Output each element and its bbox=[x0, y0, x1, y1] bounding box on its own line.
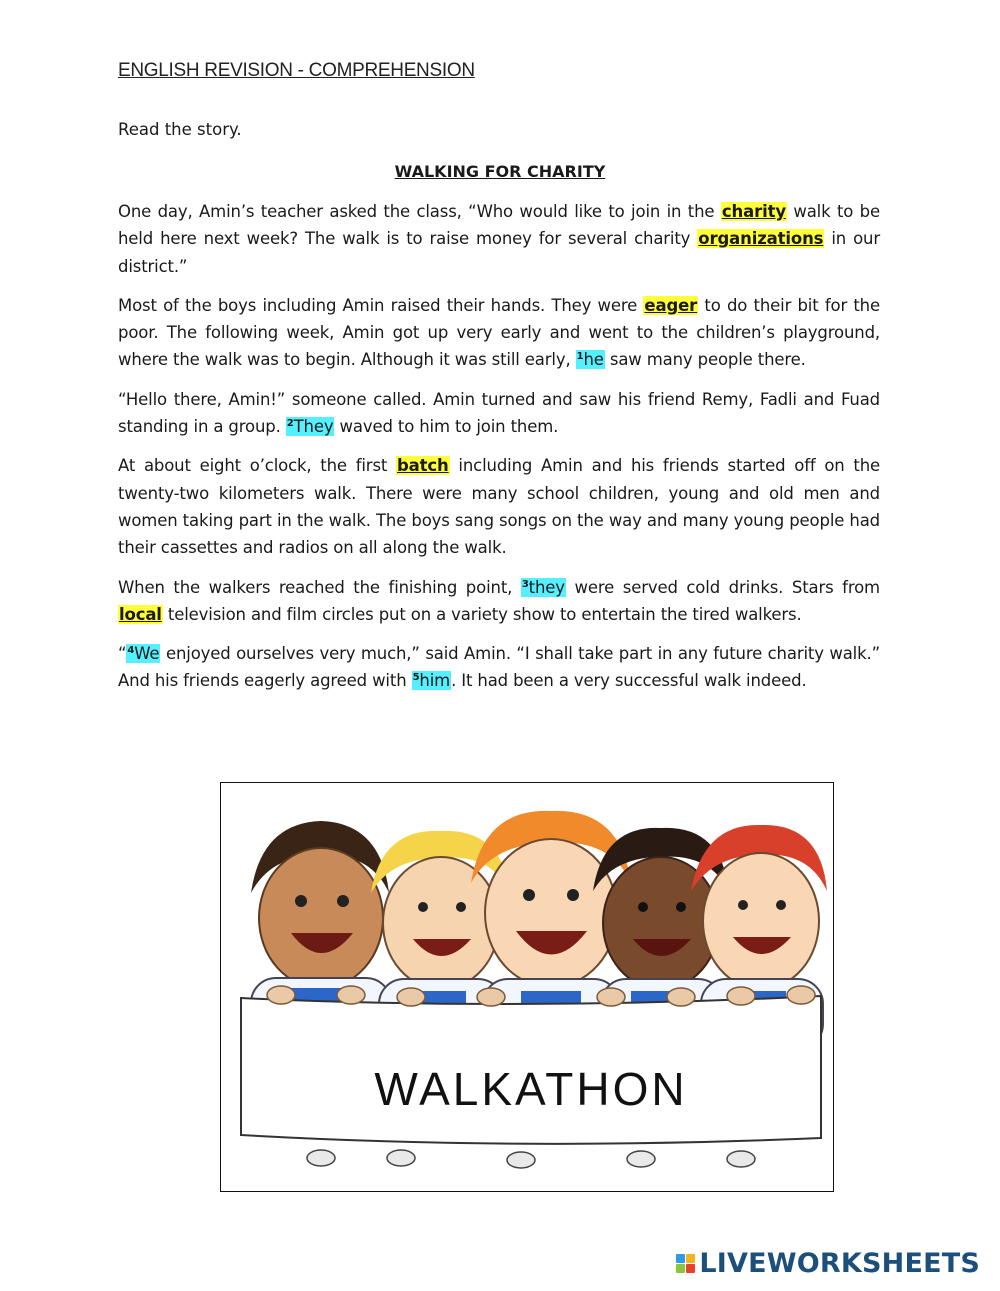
story-body bbox=[118, 198, 880, 707]
logo-text: LIVEWORKSHEETS bbox=[699, 1248, 980, 1279]
liveworksheets-logo bbox=[676, 1248, 980, 1279]
story-paragraph-3: “Hello there, Amin!” someone called. Amin turned and saw his friend Remy, Fadli and Fuad standing in a group. $^2$They waved to him to join them. bbox=[118, 389, 880, 437]
vocab-word-eager: eager bbox=[644, 295, 698, 315]
vocab-word-local: local bbox=[119, 604, 162, 624]
liveworksheets-logo-icon bbox=[676, 1254, 695, 1273]
walkathon-illustration bbox=[220, 782, 834, 1192]
walkathon-cartoon bbox=[221, 783, 832, 1190]
instruction-text: Read the story. bbox=[118, 120, 242, 139]
reference-word-2: $^2$They bbox=[286, 417, 334, 437]
story-paragraph-6: “$^4$We enjoyed ourselves very much,” said Amin. “I shall take part in any future charity walk.” And his friends eagerly agreed with $^5$him. It had been a very successful walk indeed. bbox=[118, 644, 880, 691]
story-paragraph-4: At about eight o’clock, the first batch including Amin and his friends started off on the twenty-two kilometers walk. There were many school children, young and old men and women taking part in the walk. The boys sang songs on the way and many young people had their cassettes and radios on all along the walk. bbox=[118, 456, 880, 558]
story-paragraph-5: When the walkers reached the finishing point, $^3$they were served cold drinks. Stars from local television and film circles put on a variety show to entertain the tired walkers. bbox=[118, 577, 880, 624]
walkathon-banner bbox=[241, 986, 821, 1168]
vocab-word-charity: charity bbox=[721, 202, 786, 221]
story-title: WALKING FOR CHARITY bbox=[394, 162, 606, 181]
story-paragraph-2: Most of the boys including Amin raised their hands. They were eager to do their bit for the poor. The following week, Amin got up very early and went to the children’s playground, where the walk was to begin. Although it was still early, $^1$he saw many people there. bbox=[118, 295, 880, 370]
reference-word-1: $^1$he bbox=[576, 350, 604, 370]
reference-word-5: $^5$him bbox=[412, 671, 451, 691]
vocab-word-organizations: organizations bbox=[698, 229, 824, 249]
reference-word-4: $^4$We bbox=[127, 644, 160, 664]
story-paragraph-1: One day, Amin’s teacher asked the class, “Who would like to join in the charity walk to be held here next week? The walk is to raise money for several charity organizations in our district.” bbox=[118, 202, 880, 276]
reference-word-3: $^3$they bbox=[521, 577, 565, 597]
banner-text: WALKATHON bbox=[374, 1063, 688, 1115]
vocab-word-batch: batch bbox=[397, 456, 449, 476]
page-heading: ENGLISH REVISION - COMPREHENSION bbox=[118, 60, 475, 81]
